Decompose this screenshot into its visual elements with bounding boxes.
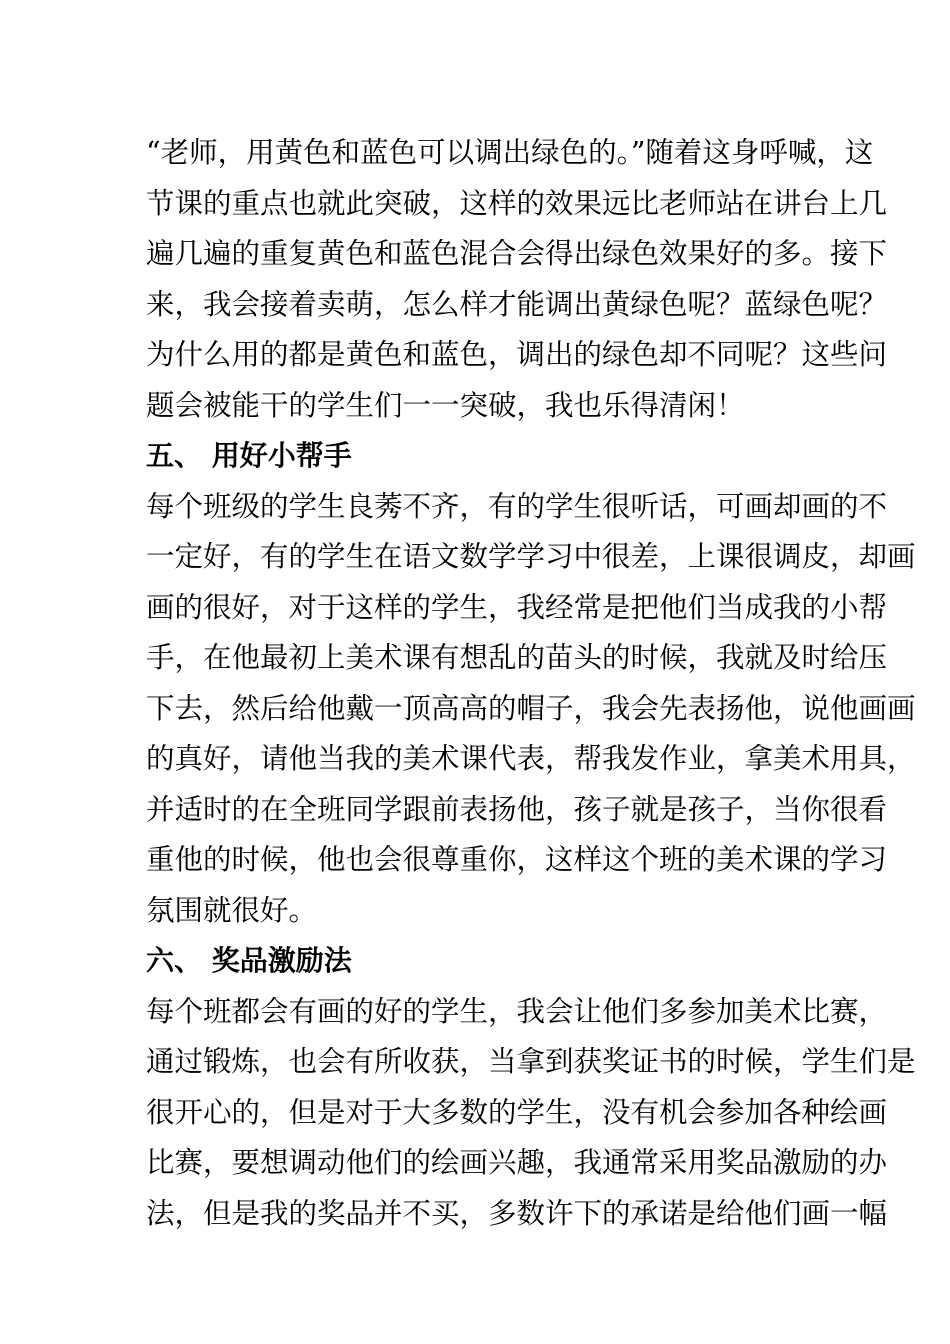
paragraph-line: 题会被能干的学生们一一突破，我也乐得清闲！	[146, 388, 745, 422]
paragraph-line: 通过锻炼，也会有所收获，当拿到获奖证书的时候，学生们是	[146, 1045, 916, 1078]
paragraph-line: 法，但是我的奖品并不买，多数许下的承诺是给他们画一幅	[146, 1196, 888, 1230]
paragraph-line: 节课的重点也就此突破，这样的效果远比老师站在讲台上几	[146, 186, 888, 220]
section-heading: 六、 奖品激励法	[146, 944, 352, 977]
paragraph-line: 重他的时候，他也会很尊重你，这样这个班的美术课的学习	[146, 843, 888, 876]
document-page	[146, 128, 916, 1239]
section-5	[146, 431, 916, 936]
paragraph-line: 每个班都会有画的好的学生，我会让他们多参加美术比赛，	[146, 994, 888, 1028]
paragraph-line: 画的很好，对于这样的学生，我经常是把他们当成我的小帮	[146, 590, 888, 624]
paragraph-line: 手，在他最初上美术课有想乱的苗头的时候，我就及时给压	[146, 641, 888, 674]
paragraph-line: 一定好，有的学生在语文数学学习中很差，上课很调皮，却画	[146, 540, 916, 573]
paragraph-line: 比赛，要想调动他们的绘画兴趣，我通常采用奖品激励的办	[146, 1146, 888, 1179]
paragraph-line: 遍几遍的重复黄色和蓝色混合会得出绿色效果好的多。接下	[146, 237, 888, 270]
paragraph-line: 的真好，请他当我的美术课代表，帮我发作业，拿美术用具，	[146, 742, 916, 775]
paragraph-line: 来，我会接着卖萌，怎么样才能调出黄绿色呢？蓝绿色呢？	[146, 287, 888, 321]
paragraph-line: 并适时的在全班同学跟前表扬他，孩子就是孩子，当你很看	[146, 792, 888, 826]
paragraph-1	[146, 128, 888, 431]
paragraph-line: “老师，用黄色和蓝色可以调出绿色的。”随着这身呼喊，这	[146, 136, 874, 169]
paragraph-line: 氛围就很好。	[146, 893, 318, 927]
paragraph-line: 很开心的，但是对于大多数的学生，没有机会参加各种绘画	[146, 1095, 888, 1129]
paragraph-line: 为什么用的都是黄色和蓝色，调出的绿色却不同呢？这些问	[146, 338, 888, 371]
section-heading: 五、 用好小帮手	[146, 439, 352, 472]
paragraph-line: 每个班级的学生良莠不齐，有的学生很听话，可画却画的不	[146, 489, 888, 523]
paragraph-line: 下去，然后给他戴一顶高高的帽子，我会先表扬他，说他画画	[146, 691, 916, 725]
section-6	[146, 936, 916, 1239]
